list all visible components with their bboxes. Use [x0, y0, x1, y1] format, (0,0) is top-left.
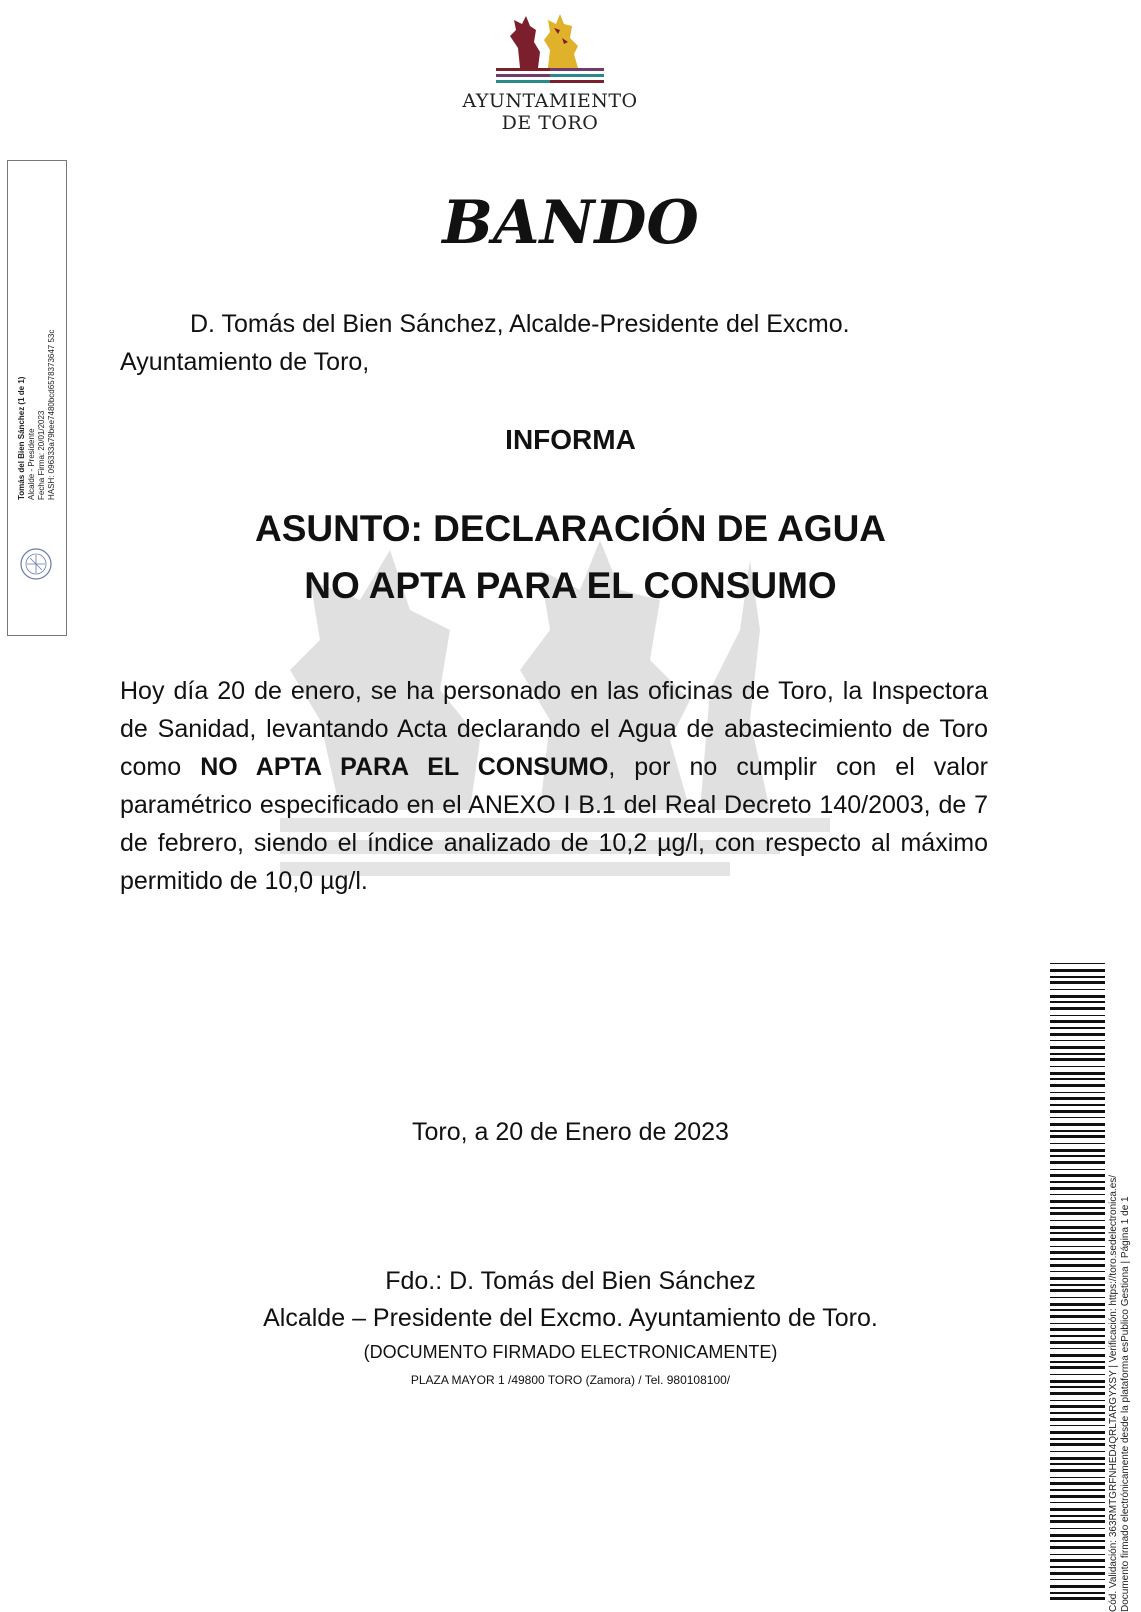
verification-line-1: Cód. Validación: 363RMTGRFNHED4QRLTARGYXSY | Verificación: https://toro.sedelectronica.es/ [1108, 1174, 1119, 1612]
signature-hash: HASH: 096333a79bee7480bcd6578373647 53c [47, 329, 56, 500]
coat-of-arms-icon [490, 8, 610, 90]
electronic-signature-note: (DOCUMENTO FIRMADO ELECTRONICAMENTE) [363, 1342, 778, 1362]
org-name-line1: AYUNTAMIENTO [462, 90, 638, 112]
document-title: BANDO [442, 188, 699, 258]
signer-name: Tomás del Bien Sánchez (1 de 1) [17, 376, 26, 500]
intro-line-1: D. Tomás del Bien Sánchez, Alcalde-Presidente del Excmo. [190, 310, 850, 338]
date-line: Toro, a 20 de Enero de 2023 [412, 1118, 729, 1146]
body-text-part1: Hoy día 20 de enero, se ha personado en las oficinas de Toro, la Inspectora de Sanidad, levantando Acta declarando el Agua de abastecimiento de Toro como [120, 677, 988, 781]
subject-line-2: NO APTA PARA EL CONSUMO [304, 565, 837, 606]
body-text-emphasis: NO APTA PARA EL CONSUMO [200, 753, 609, 781]
verification-line-2: Documento firmado electrónicamente desde la plataforma esPublico Gestiona | Página 1 de 1 [1120, 1196, 1131, 1612]
validation-barcode [1050, 963, 1105, 1600]
org-name-line2: DE TORO [501, 112, 599, 134]
signature-date: Fecha Firma: 20/01/2023 [37, 410, 46, 500]
informa-heading: INFORMA [505, 424, 636, 455]
body-paragraph [120, 672, 988, 900]
verification-info [1100, 960, 1141, 1612]
body-text-part2: , por no cumplir con el valor paramétrico especificado en el ANEXO I B.1 del Real Decreto 140/2003, de 7 de febrero, siendo el índice analizado de 10,2 µg/l, con respecto al máximo permitido de 10,0 µg/l. [120, 753, 988, 895]
signer-position: Alcalde – Presidente del Excmo. Ayuntamiento de Toro. [263, 1304, 878, 1332]
subject-line-1: ASUNTO: DECLARACIÓN DE AGUA [254, 508, 887, 549]
signer-role: Alcalde - Presidente [27, 428, 36, 500]
address-footer: PLAZA MAYOR 1 /49800 TORO (Zamora) / Tel. 980108100/ [410, 1373, 731, 1387]
municipal-logo [440, 8, 660, 138]
signed-by: Fdo.: D. Tomás del Bien Sánchez [385, 1267, 756, 1295]
intro-line-2: Ayuntamiento de Toro, [120, 348, 370, 376]
